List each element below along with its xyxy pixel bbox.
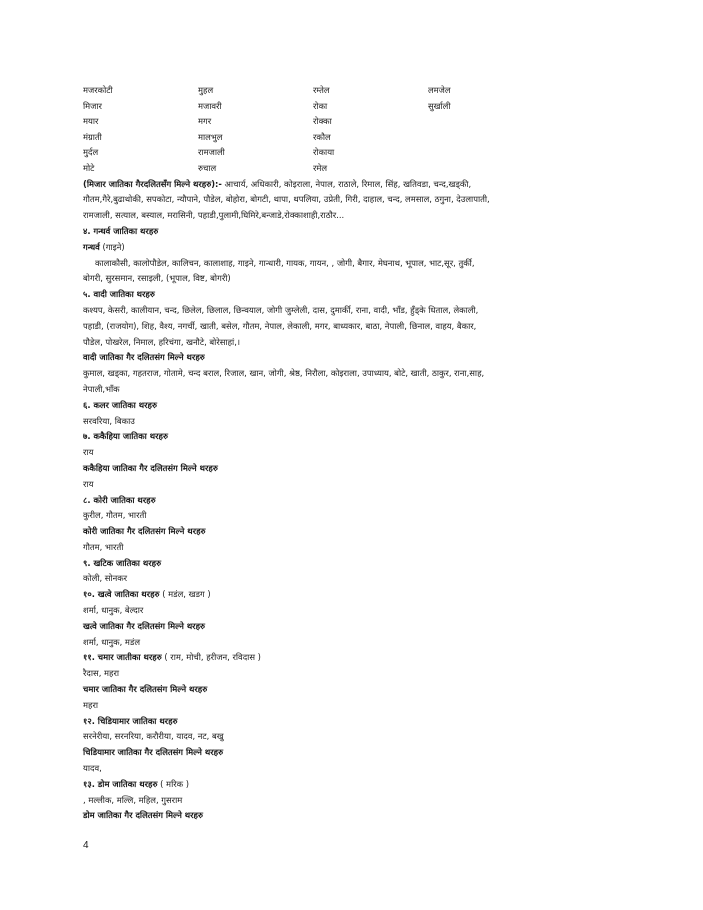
section-heading: ८. कोरी जातिका थरहरु <box>83 494 156 505</box>
text-line: राय <box>83 478 94 489</box>
mijar-text-line-2: गौतम,गैरे,बुढाथोकी, सपकोटा, न्यौपाने, पौडेल, बोहोरा, बोगटी, थापा, थपलिया, उप्रेती, गिरी, दाहाल, चन्द, लमसाल, ठगुना, देउलापाती, <box>83 194 490 205</box>
mijar-text-1: आचार्य, अधिकारी, कोइराला, नेपाल, राठाले, रिमाल, सिंह, खतिवडा, चन्द,खड्की, <box>221 178 472 189</box>
surname-table <box>83 83 643 177</box>
section-heading: १२. चिडियामार जातिका थरहरु <box>83 715 178 726</box>
text-line: रैदास, महरा <box>83 668 120 679</box>
text-line: कोली, सोनकर <box>83 573 128 584</box>
table-cell: सुर्खाली <box>428 100 451 111</box>
section-heading: ७. ककैहिया जातिका थरहरु <box>83 431 168 442</box>
text-line: बोगरी, सुरसमान, रसाइली, (भूपाल, विष्ट, बोगरी) <box>83 273 231 284</box>
section-heading: ककैहिया जातिका गैर दलितसंग मिल्ने थरहरु <box>83 462 218 473</box>
table-cell: मोटे <box>83 162 95 173</box>
section-heading: ४. गन्धर्व जातिका थरहरु <box>83 225 159 236</box>
table-cell <box>428 130 543 146</box>
table-cell <box>428 114 543 130</box>
page-number: 4 <box>83 840 89 851</box>
text-line: कुमाल, खड्का, गहतराज, गोतामे, चन्द बराल, रिजाल, खान, जोगी, श्रेष्ठ, निरौला, कोइराला, उपाध्याय, बोटे, खाती, ठाकुर, राना,साह, <box>83 368 485 379</box>
table-cell <box>428 145 543 161</box>
table-cell: मगर <box>198 116 212 127</box>
table-cell: रुचाल <box>198 162 217 173</box>
section-heading: ९. खटिक जातिका थरहरु <box>83 557 162 568</box>
table-cell: मालभुल <box>198 131 223 142</box>
heading-note: ( मरिक ) <box>157 778 190 789</box>
heading-note: ( मडंल, खडग ) <box>159 589 211 600</box>
table-cell: रम्तेल <box>313 85 330 95</box>
text-line: महरा <box>83 699 99 710</box>
section-heading <box>83 650 643 666</box>
document-page <box>83 83 643 824</box>
text-line: कुरील, गौतम, भारती <box>83 510 147 521</box>
text-line: , मल्लीक, मल्लि, महिल, गुसराम <box>83 794 183 805</box>
text-line: नेपाली,भाँक <box>83 383 120 394</box>
section-heading: चिडियामार जातिका गैर दलितसंग मिल्ने थरहरु <box>83 747 224 758</box>
table-cell <box>428 161 543 177</box>
section-heading: वादी जातिका गैर दलितसंग मिल्ने थरहरु <box>83 352 205 363</box>
text-line: यादव, <box>83 763 102 774</box>
table-cell: मंग्राती <box>83 131 102 142</box>
section-heading <box>83 777 643 793</box>
text-line: शर्मा, धानुक, मडंल <box>83 636 141 647</box>
heading-text: ११. चमार जातीका थरहरु <box>83 652 162 663</box>
table-cell: मजरकोटी <box>83 85 113 95</box>
table-cell: रोका <box>313 100 328 111</box>
table-cell: रकौल <box>313 131 331 142</box>
mijar-text-line-3: रामजाली, सत्याल, बस्याल, मरासिनी, पहाडी,पुलामी,घिमिरे,बन्जाडे,रोक्काशाही,राठौर... <box>83 210 345 221</box>
heading-text: १०. खत्वे जातिका थरहरु <box>83 589 160 600</box>
text-line: सरनेरीया, सरनरिया, करौरीया, यादव, नट, बखु <box>83 731 224 742</box>
text-line: कालाकौसी, कालोपौडेल, कालिचन, कालाशाह, गाइने, गान्धारी, गायक, गायन, , जोगी, बैगार, मेघनाथ, भूपाल, भाट,सूर, तुर्की, <box>95 257 475 268</box>
text-line: कश्यप, केसरी, कालीयान, चन्द, छिलेल, छिलाल, छिन्वयाल, जोगी जुम्लेली, दास, दुमार्की, राना, वादी, भाँड, हुँड्के धिताल, लेकाली, <box>83 304 479 315</box>
text-line: पहाडी, (राजयोग), शिह, वैश्य, नगर्ची, खाती, बसेल, गौतम, नेपाल, लेकाली, मगर, बाध्यकार, बाठा, नेपाली, छिनाल, वाहय, बैकार, <box>83 320 477 331</box>
text-line: गौतम, भारती <box>83 541 124 552</box>
section-heading: ६. कलर जातिका थरहरु <box>83 399 157 410</box>
text-line: शर्मा, धानुक, बेल्दार <box>83 605 144 616</box>
text-line: पौडेल, पोखरेल, निमाल, हरिचंगा, खनौटे, बोरेसाहां,। <box>83 336 241 347</box>
table-cell: मुहल <box>198 85 214 95</box>
heading-note: ( राम, मोची, हरीजन, रविदास ) <box>161 652 261 663</box>
section-heading: ५. वादी जातिका थरहरु <box>83 289 155 300</box>
section-heading: डोम जातिका गैर दलितसंग मिल्ने थरहरु <box>83 810 203 821</box>
table-cell: रोक्का <box>313 116 332 127</box>
mijar-paragraph <box>83 177 643 193</box>
heading-note: (गाइने) <box>99 241 125 252</box>
table-cell: मुर्दल <box>83 147 99 158</box>
heading-text: १३. डोम जातिका थरहरु <box>83 778 158 789</box>
table-cell: रमेल <box>313 162 328 173</box>
mijar-heading: (मिजार जातिका गैरदलितसँग मिल्ने थरहरु):- <box>83 178 222 189</box>
table-cell: मजावरी <box>198 100 222 111</box>
section-heading <box>83 240 643 256</box>
text-line: सरवरिया, बिकाउ <box>83 415 135 426</box>
section-heading: कोरी जातिका गैर दलितसंग मिल्ने थरहरु <box>83 526 206 537</box>
text-line: राय <box>83 447 94 458</box>
table-cell: रामजाली <box>198 147 225 158</box>
table-cell: लमजेल <box>428 85 451 95</box>
section-heading: चमार जातिका गैर दलितसंग मिल्ने थरहरु <box>83 684 208 695</box>
table-cell: मिजार <box>83 100 102 111</box>
body-lines <box>83 224 643 824</box>
table-cell: मयार <box>83 116 99 127</box>
heading-text: गन्धर्व <box>83 241 100 252</box>
table-cell: रोकाया <box>313 147 335 158</box>
section-heading <box>83 587 643 603</box>
section-heading: खत्वे जातिका गैर दलितसंग मिल्ने थरहरु <box>83 620 206 631</box>
